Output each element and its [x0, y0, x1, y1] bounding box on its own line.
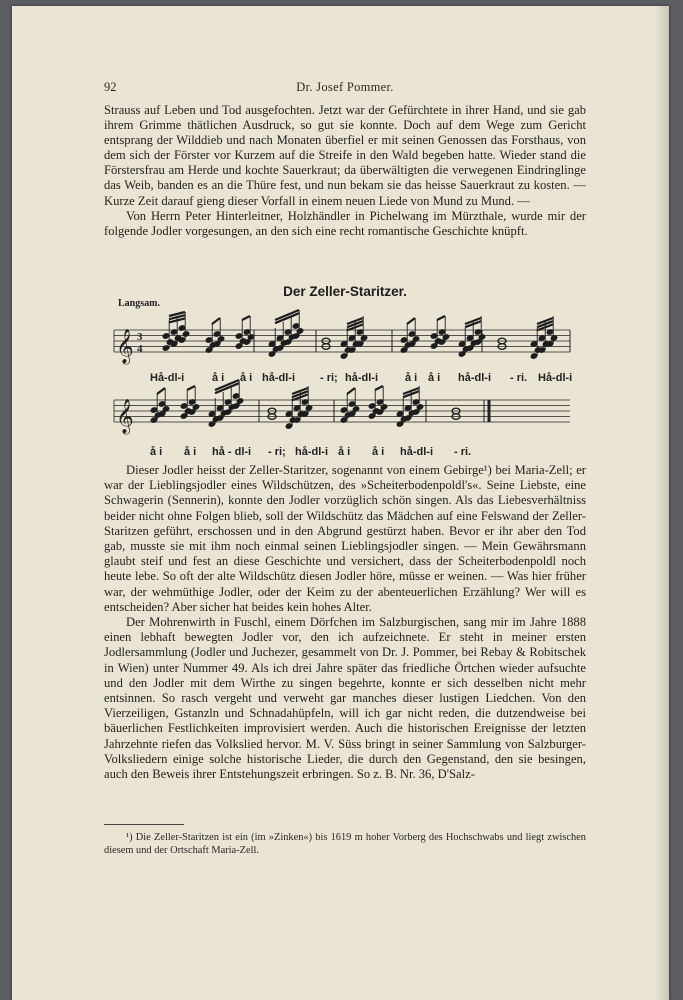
half-note	[452, 408, 460, 419]
lyric-syllable: Hå-dl-i	[150, 372, 185, 384]
beam	[212, 318, 220, 324]
lyric-syllable: å i	[150, 446, 163, 458]
paragraph: Strauss auf Leben und Tod ausgefochten. Jetzt war der Gefürchtete in ihrer Hand, und sie gab ihrem Grimme thätlichen Ausdruck, so gut sie konnte. Doch auf dem Wege zum Gericht entsprang der Wilddieb und nach Monaten überfiel er mit seinen Genossen das Forsthaus, von dem sich der Förster vor Kurzem auf die Streife in den Wald begeben hatte. Wieder stand die Förstersfrau am Herde und kochte Sauerkraut; da überwältigten die verwegenen Eindringlinge das Weib, banden es an die Thüre fest, und nun bekam sie das heisse Sauerkraut zu kosten. — Kurze Zeit darauf gieng dieser Vorfall in einem neuen Liede von Mund zu Mund. —	[104, 103, 586, 208]
half-note	[498, 338, 506, 349]
lyric-syllable: å i	[428, 372, 441, 384]
beam	[347, 388, 355, 394]
note-chord	[268, 328, 279, 357]
beam	[437, 316, 445, 320]
paragraph: Der Mohrenwirth in Fuschl, einem Dörfchen im Salzburgischen, sang mir im Jahre 1888 einen lebhaft bewegten Jodler vor, den ich aufzeichnete. Er steht in meiner ersten Jodlersammlung (Jodler und Juchezer, gesammelt von Dr. J. Pommer, bei Rebay & Robitschek in Wien) unter Nummer 49. Als ich drei Jahre später das friedliche Örtchen wieder aufsuchte und den Jodler mit dem Wirthe zu singen begehrte, konnte er sich desselben nicht mehr entsinnen. So rasch vergeht und verweht gar manches dieser lustigen Liedchen. Von den Vierzeiligen, Gstanzln und Schnadahüpfeln, will ich gar nicht reden, die dutzendweise bei bäuerlichen Festlichkeiten improvisiert werden. Auch die historischen Ereignisse der letzten Jahrzehnte riefen das Volkslied hervor. M. V. Süss bringt in seiner Sammlung von Salzburger-Volksliedern einige solche historische Lieder, die durch den Gegenstand, den sie besingen, auch den Beweis ihrer Entstehungszeit erbringen. So z. B. Nr. 36, D'Salz-	[104, 615, 586, 782]
body-text-bottom	[104, 463, 586, 782]
footnote-rule	[104, 824, 184, 825]
beam	[375, 386, 383, 390]
lyric-syllable: hå-dl-i	[295, 446, 328, 458]
lyric-syllable: hå-dl-i	[458, 372, 491, 384]
half-note	[268, 408, 276, 419]
beam	[157, 388, 165, 394]
note-chord	[400, 324, 411, 353]
beam	[242, 316, 250, 320]
note-chord	[530, 328, 541, 359]
lyric-syllable: å i	[184, 446, 197, 458]
note-chord	[340, 328, 351, 359]
lyric-syllable: å i	[240, 372, 253, 384]
note-chord	[396, 398, 407, 427]
lyric-syllable: - ri.	[454, 446, 472, 458]
paragraph: Dieser Jodler heisst der Zeller-Staritzer, sogenannt von einem Gebirge¹) bei Maria-Zell; er war der Lieblingsjodler eines Wildschützen, des »Scheiterbodenpoldl's«. Seine Liebste, eine Schwagerin (Sennerin), konnte den Jodler vorzüglich schön singen. Als das Liebesverhältniss beider nicht ohne Folgen blieb, soll der Wildschütz das Mädchen auf eine Felswand der Zeller-Staritzen geführt, erschossen und in den Abgrund gestürzt haben. Bevor er ihr aber den Tod gab, musste sie mit ihm noch einmal seinen Lieblingsjodler singen. — Mein Gewährsmann glaubt steif und fest an diese Geschichte und versichert, dass der Scheiterbodenpoldl noch heute lebe. So oft der alte Wildschütz diesen Jodler höre, müsse er weinen. — Was hier früher war, der wehmüthige Jodler, oder der Keim zu der abenteuerlichen Erzählung? Wer will es entscheiden? Aber sicher hat beides kein hohes Alter.	[104, 463, 586, 614]
running-head: Dr. Josef Pommer.	[296, 80, 394, 94]
note-chord	[150, 394, 161, 423]
song-title: Der Zeller-Staritzer.	[283, 284, 407, 299]
lyric-syllable: å i	[212, 372, 225, 384]
footnote: ¹) Die Zeller-Staritzen ist ein (im »Zinken«) bis 1619 m hoher Vorberg des Hochschwabs und liegt zwischen diesem und der Ortschaft Maria-Zell.	[104, 832, 586, 856]
lyric-syllable: hå-dl-i	[345, 372, 378, 384]
page-number: 92	[104, 80, 117, 94]
treble-clef-icon: 𝄞	[116, 399, 134, 434]
paragraph: Von Herrn Peter Hinterleitner, Holzhändler in Pichelwang im Mürzthale, wurde mir der folgende Jodler vorgesungen, an den sich eine recht romantische Geschichte knüpft.	[104, 208, 586, 238]
half-note	[322, 338, 330, 349]
tempo-marking: Langsam.	[118, 298, 160, 309]
lyric-syllable: - ri;	[320, 372, 338, 384]
note-chord	[205, 324, 216, 353]
lyric-syllable: hå-dl-i	[262, 372, 295, 384]
page-header	[104, 80, 586, 100]
lyric-syllable: hå - dl-i	[212, 446, 252, 458]
note-chord	[340, 394, 351, 423]
lyric-syllable: å i	[338, 446, 351, 458]
lyric-syllable: å i	[405, 372, 418, 384]
note-chord	[208, 398, 219, 427]
lyric-syllable: - ri;	[268, 446, 286, 458]
treble-clef-icon: 𝄞	[116, 329, 134, 364]
lyric-syllable: - ri.	[510, 372, 528, 384]
music-score	[104, 305, 586, 465]
beam	[407, 318, 415, 324]
body-text-top	[104, 103, 586, 239]
time-signature: 4	[137, 343, 143, 355]
page-edge-shadow	[655, 6, 669, 1000]
note-chord	[285, 398, 296, 429]
lyric-syllable: å i	[372, 446, 385, 458]
note-chord	[458, 328, 469, 357]
time-signature: 3	[137, 331, 143, 343]
lyric-syllable: hå-dl-i	[400, 446, 433, 458]
lyric-syllable: Hå-dl-i	[538, 372, 573, 384]
beam	[187, 386, 195, 390]
